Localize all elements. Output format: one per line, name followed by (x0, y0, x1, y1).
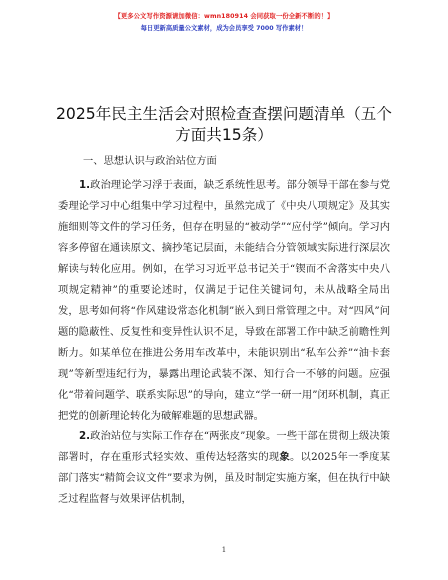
promo-banner-sub: 每日更新高质量公文素材，成为会员享受 7000 写作素材！ (140, 25, 308, 32)
section-heading: 一、思想认识与政治站位方面 (83, 155, 217, 167)
item-number: 2. (79, 430, 91, 442)
item-text: 政治理论学习浮于表面，缺乏系统性思考。部分领导干部在参与党委理论学习中心组集中学习过程中，虽然完成了《中央八项规定》及其实施细则等文件的学习任务，但存在明显的“被动学”“应付学”倾向。学习内容多停留在通读原文、摘抄笔记层面，未能结合分管领域实际进行深层次解读与转化应用。例如，在学习习近平总书记关于“锲而不舍落实中央八项规定精神”的重要论述时，仅满足于记住关键词句，未从战略全局出发，思考如何将“作风建设常态化机制”嵌入到日常管理之中。对“四风”问题的隐蔽性、反复性和变异性认识不足，导致在部署工作中缺乏前瞻性判断力。如某单位在推进公务用车改革中，未能识别出“私车公养”“油卡套现”等新型违纪行为，暴露出理论武装不深、知行合一不够的问题。应强化“带着问题学、联系实际思”的导向，建立“学一研一用”闭环机制，真正把党的创新理论转化为破解难题的思想武器。 (58, 179, 390, 422)
item-text-cont: 。以2025年一季度某部门落实“精简会议文件”要求为例，虽及时制定实施方案，但在执行中缺乏过程监督与效果评估机制， (58, 451, 390, 505)
page-number: 1 (221, 546, 227, 554)
item-highlight: 象 (279, 451, 290, 463)
paragraph-item-1 (58, 175, 390, 431)
item-number: 1. (79, 179, 91, 191)
paragraph-item-2 (58, 426, 390, 554)
document-title: 2025年民主生活会对照检查查摆问题清单（五个方面共15条） (56, 105, 392, 144)
promo-banner-top: 【更多公文写作资源请加微信：wmn180914 会同获取一份全新不断的！】 (114, 13, 334, 20)
item-text: 政治站位与实际工作存在“两张皮”现象。一些干部在贯彻上级决策部署时，存在重形式轻实效、重传达轻落实的现 (58, 430, 390, 463)
